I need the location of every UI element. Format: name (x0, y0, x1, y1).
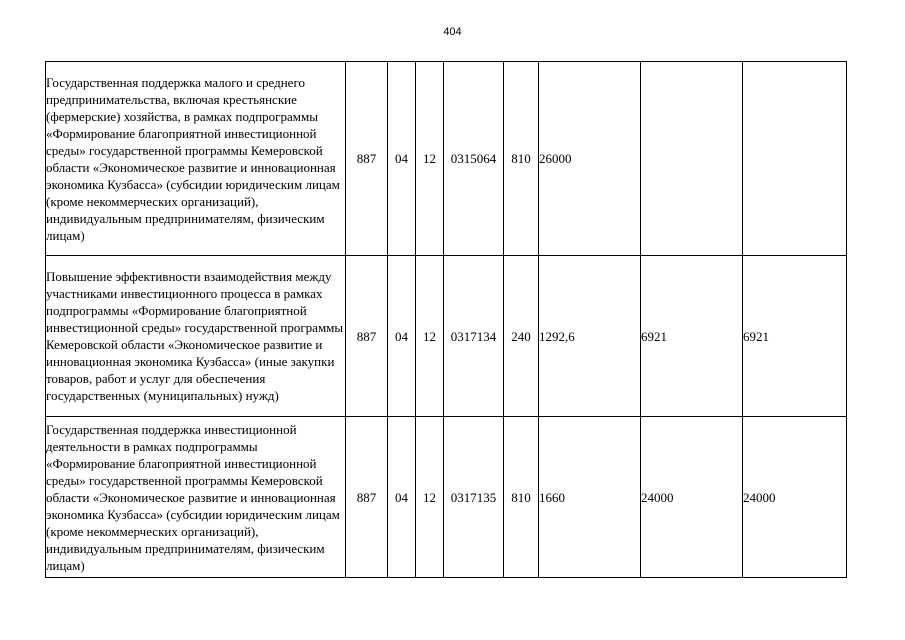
section-code: 04 (388, 417, 416, 578)
table-row (46, 417, 847, 578)
budget-table (45, 61, 847, 578)
target-article-code: 0315064 (444, 62, 504, 256)
expense-type-code: 810 (504, 417, 539, 578)
expense-type-code: 810 (504, 62, 539, 256)
table-row (46, 256, 847, 417)
subsection-code: 12 (416, 62, 444, 256)
amount-year-1: 1292,6 (539, 256, 641, 417)
ministry-code: 887 (346, 256, 388, 417)
target-article-code: 0317134 (444, 256, 504, 417)
page-number: 404 (443, 26, 462, 38)
table-row (46, 62, 847, 256)
amount-year-1: 26000 (539, 62, 641, 256)
subsection-code: 12 (416, 256, 444, 417)
section-code: 04 (388, 256, 416, 417)
amount-year-2 (641, 62, 743, 256)
amount-year-3: 24000 (743, 417, 847, 578)
row-description: Государственная поддержка инвестиционной деятельности в рамках подпрограммы «Формирование благоприятной инвестиционной среды» государственной программы Кемеровской области «Экономическое развитие и инновационная экономика Кузбасса» (субсидии юридическим лицам (кроме некоммерческих организаций), индивидуальным предпринимателям, физическим лицам) (46, 417, 346, 578)
amount-year-1: 1660 (539, 417, 641, 578)
row-description: Государственная поддержка малого и среднего предпринимательства, включая крестьянские (фермерские) хозяйства, в рамках подпрограммы «Формирование благоприятной инвестиционной среды» государственной программы Кемеровской области «Экономическое развитие и инновационная экономика Кузбасса» (субсидии юридическим лицам (кроме некоммерческих организаций), индивидуальным предпринимателям, физическим лицам) (46, 62, 346, 256)
ministry-code: 887 (346, 417, 388, 578)
amount-year-2: 24000 (641, 417, 743, 578)
amount-year-3 (743, 62, 847, 256)
target-article-code: 0317135 (444, 417, 504, 578)
subsection-code: 12 (416, 417, 444, 578)
expense-type-code: 240 (504, 256, 539, 417)
row-description: Повышение эффективности взаимодействия между участниками инвестиционного процесса в рамках подпрограммы «Формирование благоприятной инвестиционной среды» государственной программы Кемеровской области «Экономическое развитие и инновационная экономика Кузбасса» (иные закупки товаров, работ и услуг для обеспечения государственных (муниципальных) нужд) (46, 256, 346, 417)
amount-year-3: 6921 (743, 256, 847, 417)
ministry-code: 887 (346, 62, 388, 256)
amount-year-2: 6921 (641, 256, 743, 417)
section-code: 04 (388, 62, 416, 256)
